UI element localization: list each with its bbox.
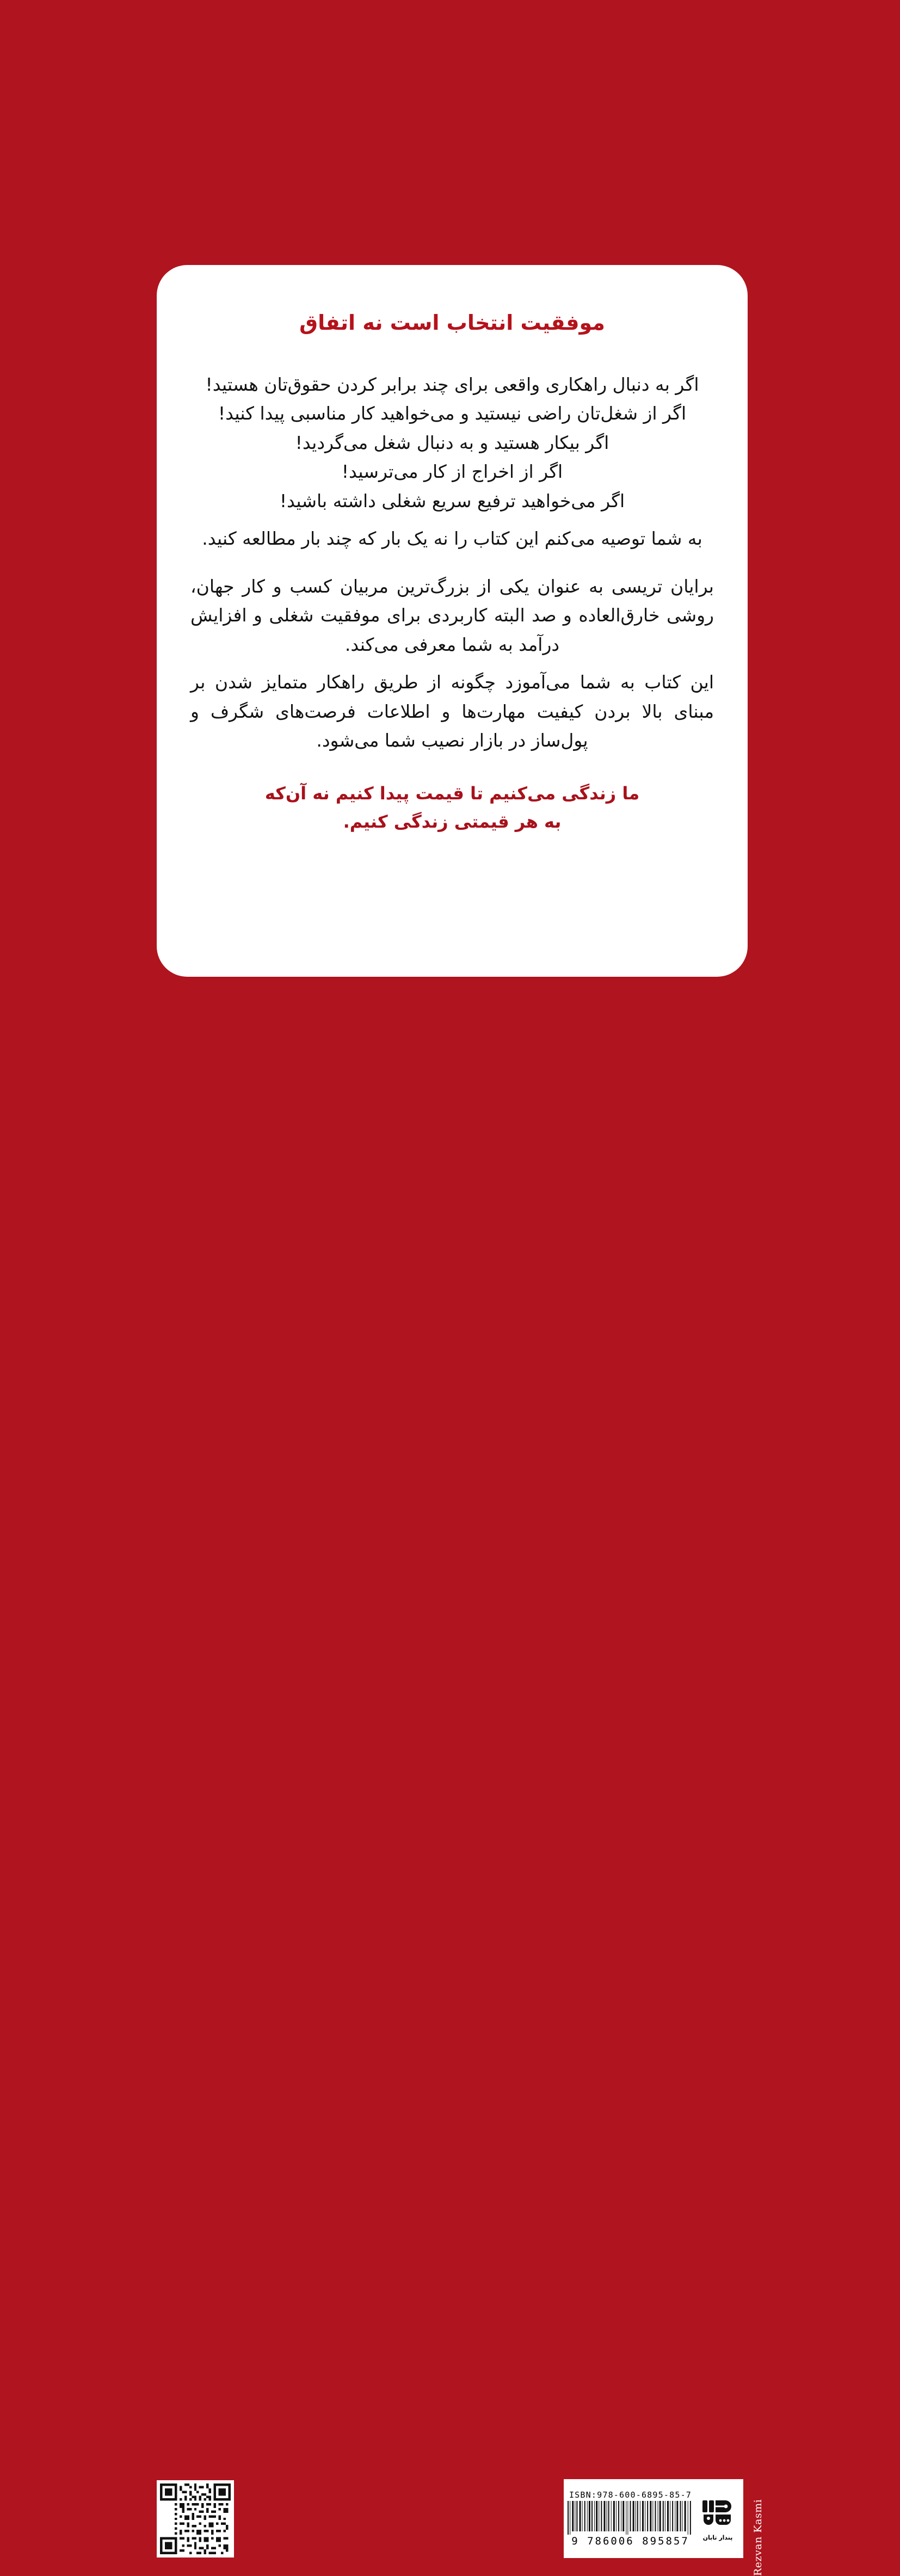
designer-credit: Rezvan Kasmi bbox=[752, 2499, 764, 2576]
book-description-paragraph: این کتاب به شما می‌آموزد چگونه از طریق راهکار متمایز شدن بر مبنای بالا بردن کیفیت مهارت‌ها و اطلاعات فرصت‌های شگرف و پول‌ساز در بازار نصیب شما می‌شود. bbox=[190, 671, 714, 751]
quote-line-2: به هر قیمتی زندگی کنیم. bbox=[343, 811, 562, 833]
publisher-logo bbox=[695, 2482, 740, 2555]
publisher-mark-icon bbox=[700, 2498, 735, 2533]
qr-code[interactable] bbox=[157, 2480, 234, 2557]
publisher-name: پندار تابان bbox=[702, 2534, 733, 2541]
bullet-line-4: اگر از اخراج از کار می‌ترسید! bbox=[341, 461, 563, 483]
barcode-digits: 9 786006 895857 bbox=[571, 2535, 689, 2547]
back-cover-card bbox=[157, 265, 748, 977]
quote-line-1: ما زندگی می‌کنیم تا قیمت پیدا کنیم نه آن‌که bbox=[264, 783, 640, 804]
bullet-line-1: اگر به دنبال راهکاری واقعی برای چند برابر کردن حقوق‌تان هستید! bbox=[205, 374, 699, 395]
isbn-text: ISBN:978-600-6895-85-7 bbox=[569, 2490, 692, 2500]
barcode-bars bbox=[566, 2501, 694, 2535]
bullet-list bbox=[190, 370, 714, 515]
closing-quote bbox=[190, 780, 714, 836]
author-paragraph: برایان تریسی به عنوان یکی از بزرگ‌ترین مربیان کسب و کار جهان، روشی خارق‌العاده و صد البته کاربردی برای موفقیت شغلی و افزایش درآمد به شما معرفی می‌کند. bbox=[190, 575, 714, 655]
bullet-line-3: اگر بیکار هستید و به دنبال شغل می‌گردید! bbox=[295, 432, 609, 453]
bottom-strip bbox=[0, 1228, 900, 2576]
recommendation-paragraph: به شما توصیه می‌کنم این کتاب را نه یک بار که چند بار مطالعه کنید. bbox=[202, 528, 702, 550]
bullet-line-2: اگر از شغل‌تان راضی نیستید و می‌خواهید کار مناسبی پیدا کنید! bbox=[218, 403, 687, 424]
paragraph-spacer bbox=[190, 562, 714, 572]
page-title: موفقیت انتخاب است نه اتفاق bbox=[299, 311, 605, 335]
isbn-barcode-panel bbox=[564, 2479, 743, 2558]
barcode-block bbox=[566, 2482, 695, 2555]
bullet-line-5: اگر می‌خواهید ترفیع سریع شغلی داشته باشید! bbox=[279, 490, 625, 511]
